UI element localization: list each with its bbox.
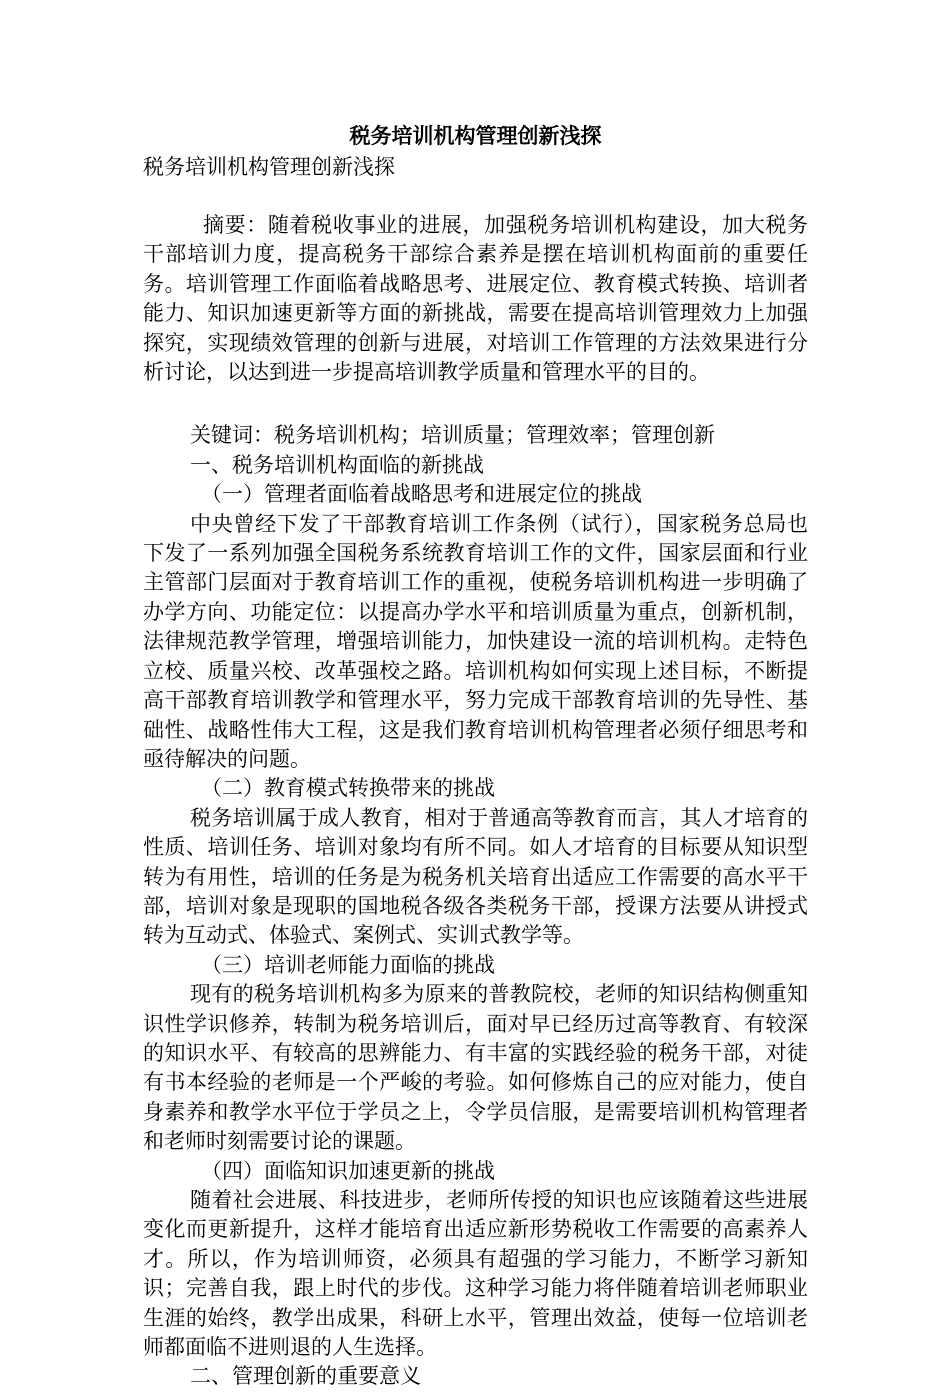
- keywords-line: 关键词：税务培训机构；培训质量；管理效率；管理创新: [190, 423, 715, 448]
- spacer: [143, 182, 808, 211]
- section-heading-1: 一、税务培训机构面临的新挑战: [190, 452, 484, 477]
- document-page: [143, 120, 808, 1392]
- document-title: 税务培训机构管理创新浅探: [349, 123, 602, 148]
- abstract-paragraph: 摘要：随着税收事业的进展，加强税务培训机构建设，加大税务干部培训力度，提高税务干部综合素养是摆在培训机构面前的重要任务。培训管理工作面临着战略思考、进展定位、教育模式转换、培训者能力、知识加速更新等方面的新挑战，需要在提高培训管理效力上加强探究，实现绩效管理的创新与进展，对培训工作管理的方法效果进行分析讨论，以达到进一步提高培训教学质量和管理水平的目的。: [143, 213, 808, 385]
- section-heading-2: 二、管理创新的重要意义: [190, 1364, 421, 1389]
- spacer: [143, 387, 808, 421]
- body-paragraph-3: 现有的税务培训机构多为原来的普教院校，老师的知识结构侧重知识性学识修养，转制为税务培训后，面对早已经历过高等教育、有较深的知识水平、有较高的思辨能力、有丰富的实践经验的税务干部，对徒有书本经验的老师是一个严峻的考验。如何修炼自己的应对能力，使自身素养和教学水平位于学员之上，令学员信服，是需要培训机构管理者和老师时刻需要讨论的课题。: [143, 982, 808, 1154]
- body-paragraph-4: 随着社会进展、科技进步，老师所传授的知识也应该随着这些进展变化而更新提升，这样才能培育出适应新形势税收工作需要的高素养人才。所以，作为培训师资，必须具有超强的学习能力，不断学习新知识；完善自我，跟上时代的步伐。这种学习能力将伴随着培训老师职业生涯的始终，教学出成果，科研上水平，管理出效益，使每一位培训老师都面临不进则退的人生选择。: [143, 1188, 808, 1360]
- subsection-heading-4: （四）面临知识加速更新的挑战: [201, 1158, 495, 1183]
- subsection-heading-3: （三）培训老师能力面临的挑战: [201, 952, 495, 977]
- subsection-heading-2: （二）教育模式转换带来的挑战: [201, 776, 495, 801]
- body-paragraph-2: 税务培训属于成人教育，相对于普通高等教育而言，其人才培育的性质、培训任务、培训对象均有所不同。如人才培育的目标要从知识型转为有用性，培训的任务是为税务机关培育出适应工作需要的高水平干部，培训对象是现职的国地税各级各类税务干部，授课方法要从讲授式转为互动式、体验式、案例式、实训式教学等。: [143, 805, 808, 948]
- subsection-heading-1: （一）管理者面临着战略思考和进展定位的挑战: [201, 482, 642, 507]
- body-paragraph-1: 中央曾经下发了干部教育培训工作条例（试行），国家税务总局也下发了一系列加强全国税务系统教育培训工作的文件，国家层面和行业主管部门层面对于教育培训工作的重视，使税务培训机构进一步明确了办学方向、功能定位：以提高办学水平和培训质量为重点，创新机制，法律规范教学管理，增强培训能力，加快建设一流的培训机构。走特色立校、质量兴校、改革强校之路。培训机构如何实现上述目标，不断提高干部教育培训教学和管理水平，努力完成干部教育培训的先导性、基础性、战略性伟大工程，这是我们教育培训机构管理者必须仔细思考和亟待解决的问题。: [143, 511, 808, 771]
- document-subtitle: 税务培训机构管理创新浅探: [143, 155, 395, 179]
